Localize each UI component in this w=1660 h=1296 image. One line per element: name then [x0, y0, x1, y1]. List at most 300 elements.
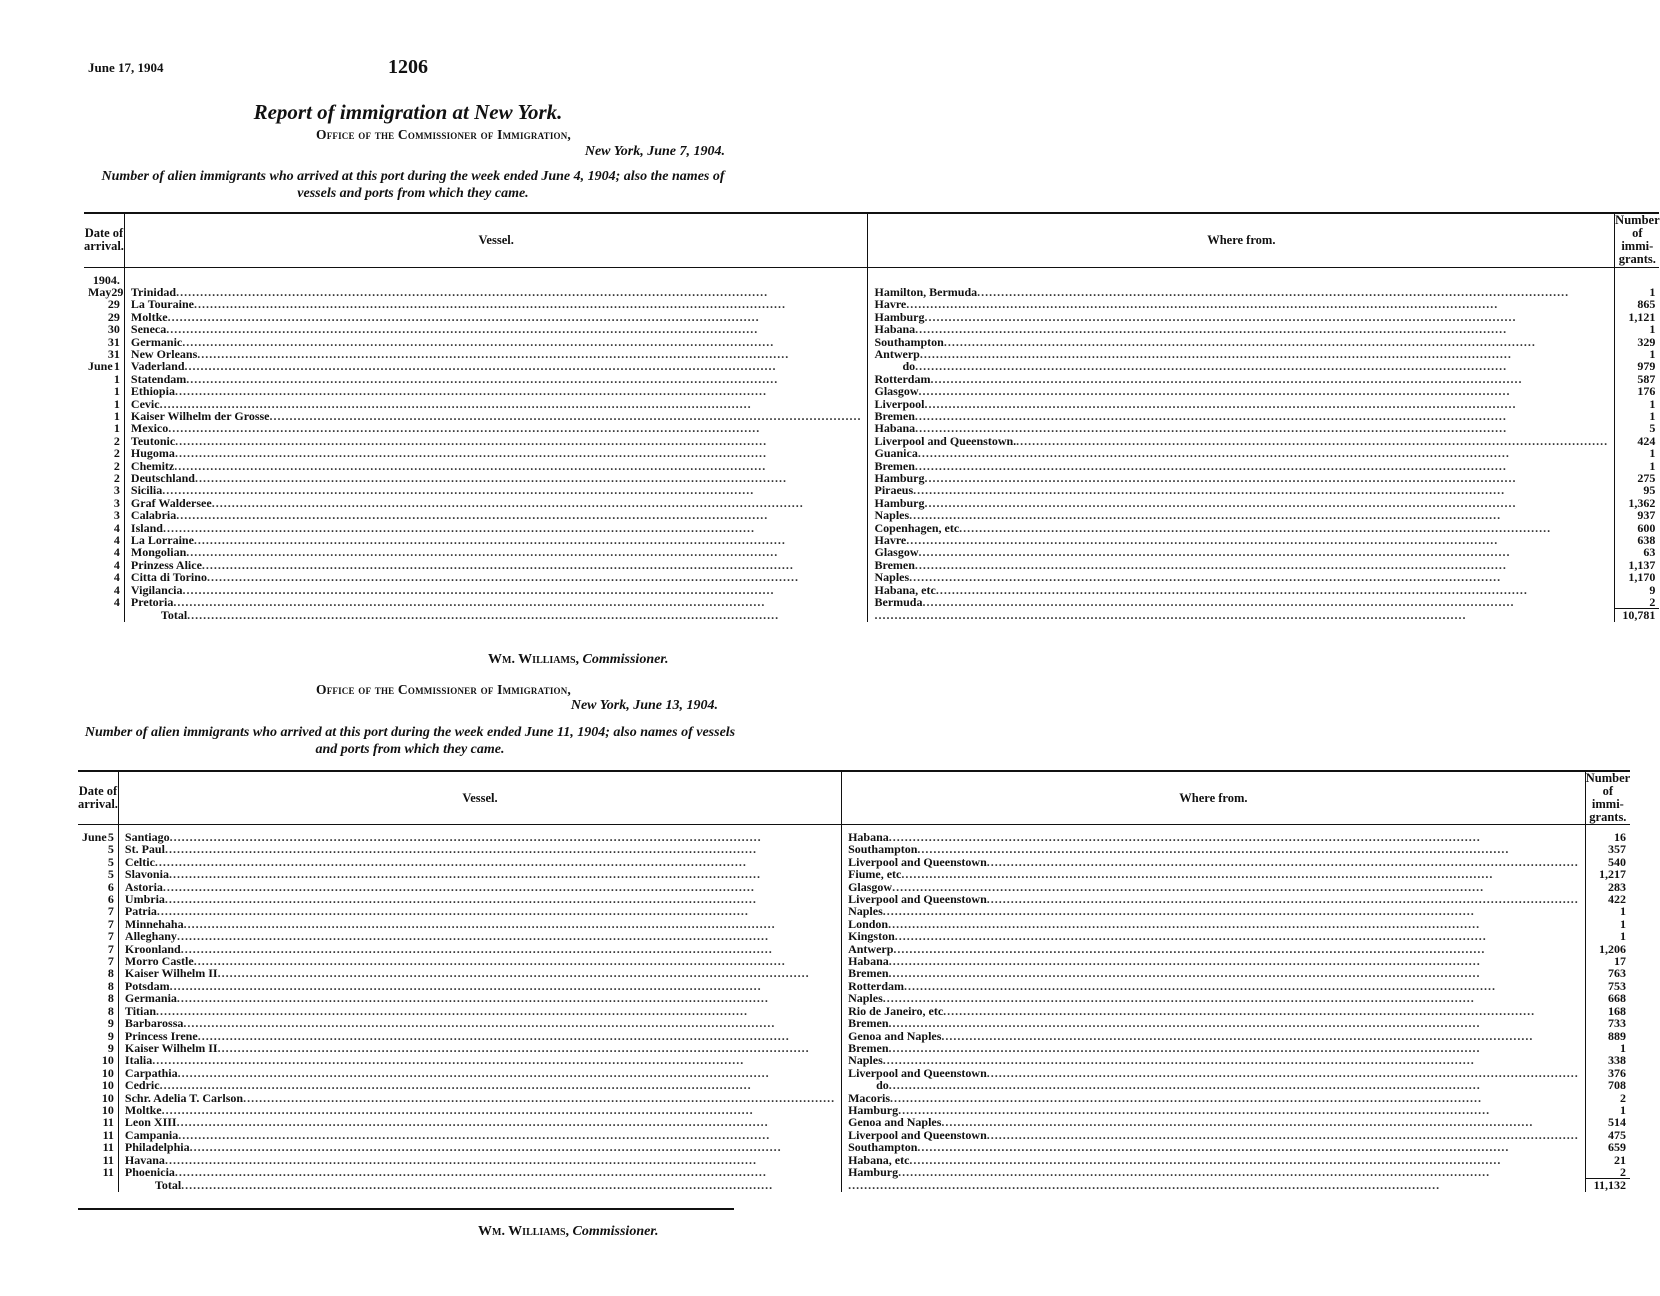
origin-port-cell — [842, 992, 1586, 1004]
dot-leader — [183, 1017, 835, 1029]
col-number-header: Number of immi-grants. — [1615, 213, 1660, 267]
immigrant-count-cell: 1 — [1619, 904, 1626, 919]
origin-port-cell — [842, 843, 1586, 855]
vessel-cell-text: Moltke — [130, 309, 168, 324]
arrival-day: 6 — [107, 879, 114, 894]
dot-leader — [187, 609, 861, 621]
immigrant-count-cell: 979 — [1637, 359, 1656, 374]
origin-port-cell-text: Southampton — [848, 842, 918, 857]
vessel-cell-leader — [119, 1054, 841, 1066]
report2-place-date: New York, June 13, 1904. — [570, 698, 718, 713]
arrival-day: 4 — [113, 520, 120, 535]
dot-leader — [175, 447, 862, 459]
vessel-cell-text: Seneca — [130, 322, 167, 337]
vessel-cell-text: Mexico — [130, 421, 169, 436]
origin-port-cell-leader — [842, 868, 1585, 880]
origin-port-cell-leader — [868, 546, 1614, 558]
origin-port-cell-leader — [842, 1116, 1585, 1128]
arrival-day: 8 — [107, 1003, 114, 1018]
immigrant-count-cell: 5 — [1649, 421, 1656, 436]
vessel-cell-text: Umbria — [124, 892, 165, 907]
immigrant-count-cell: 1 — [1619, 1102, 1626, 1117]
vessel-cell-leader — [119, 1166, 841, 1178]
vessel-cell — [118, 1116, 841, 1128]
total-label-text: Total — [154, 1178, 182, 1193]
arrival-day: 5 — [107, 842, 114, 857]
dot-leader — [889, 967, 1579, 979]
vessel-cell — [124, 596, 868, 609]
arrival-day: 2 — [113, 458, 120, 473]
vessel-cell — [118, 1154, 841, 1166]
table-row — [84, 584, 1659, 596]
immigrant-count-cell: 1 — [1649, 458, 1656, 473]
origin-port-cell — [868, 571, 1615, 583]
origin-port-cell-text: London — [848, 916, 889, 931]
origin-port-cell-text: Naples — [874, 570, 910, 585]
origin-port-cell-text: Havre — [874, 533, 907, 548]
immigrant-count-cell: 1,137 — [1628, 557, 1656, 572]
origin-port-cell — [868, 385, 1615, 397]
arrival-day: 4 — [113, 582, 120, 597]
table-row — [78, 1141, 1630, 1153]
origin-port-cell-text: Naples — [848, 904, 883, 919]
table-row — [78, 843, 1630, 855]
immigrant-count-cell: 338 — [1607, 1053, 1626, 1068]
arrival-month: June — [88, 359, 113, 374]
origin-port-cell-text: Hamburg — [874, 495, 925, 510]
origin-port-cell-text: Guanica — [874, 446, 918, 461]
dot-leader — [194, 298, 862, 310]
origin-port-cell-text: Bremen — [874, 458, 915, 473]
vessel-cell-text: Kaiser Wilhelm II — [124, 966, 218, 981]
table-row — [84, 360, 1659, 372]
vessel-cell-text: Slavonia — [124, 867, 169, 882]
vessel-cell — [124, 571, 868, 583]
origin-port-cell-text: Liverpool and Queenstown — [848, 1065, 987, 1080]
vessel-cell-leader — [119, 1017, 841, 1029]
origin-port-cell-text: Macoris — [848, 1090, 891, 1105]
vessel-cell — [118, 930, 841, 942]
dot-leader — [181, 1179, 835, 1191]
origin-port-cell-text: Bremen — [874, 557, 915, 572]
table-row — [84, 422, 1659, 434]
arrival-day: 3 — [113, 483, 120, 498]
immigrant-count-cell: 275 — [1637, 471, 1656, 485]
origin-port-cell-leader — [842, 967, 1585, 979]
dot-leader — [909, 509, 1608, 521]
immigrant-count-cell: 668 — [1607, 991, 1626, 1006]
vessel-cell-text: New Orleans — [130, 346, 198, 361]
origin-port-cell-text: Havre — [874, 297, 907, 312]
immigrant-count-cell: 1 — [1619, 929, 1626, 944]
vessel-cell — [124, 298, 868, 310]
origin-port-cell — [842, 930, 1586, 942]
arrival-day: 10 — [101, 1078, 114, 1093]
vessel-cell-leader — [119, 868, 841, 880]
origin-port-cell-text: Habana — [874, 322, 916, 337]
immigrant-count-cell: 1 — [1649, 396, 1656, 411]
report1-intro: Number of alien immigrants who arrived at this port during the week ended June 4, 1904; also the names of vessels and ports from which they came. — [101, 169, 725, 201]
dot-leader — [190, 1141, 835, 1153]
origin-port-cell-leader — [868, 385, 1614, 397]
arrival-day: 7 — [107, 916, 114, 931]
dot-leader — [177, 1116, 835, 1128]
empty-cell — [78, 1179, 118, 1192]
dot-leader — [919, 385, 1609, 397]
arrival-day: 11 — [102, 1140, 114, 1155]
arrival-day: 2 — [113, 446, 120, 461]
table-row — [84, 571, 1659, 583]
dot-leader — [919, 546, 1609, 558]
vessel-cell-text: Alleghany — [124, 929, 177, 944]
vessel-cell-leader — [119, 1154, 841, 1166]
origin-port-cell-text: Southampton — [874, 334, 944, 349]
report2-intro: Number of alien immigrants who arrived at this port during the week ended June 11, 1904; also names of vessels and ports from which they came. — [84, 725, 736, 757]
arrival-day: 1 — [113, 396, 120, 411]
table-row — [78, 905, 1630, 917]
vessel-cell-leader — [119, 930, 841, 942]
arrival-day: 4 — [113, 545, 120, 560]
total-label-text: Total — [160, 608, 188, 623]
arrival-date-cell — [78, 1154, 118, 1166]
table-row — [78, 967, 1630, 979]
origin-port-cell-leader — [868, 509, 1614, 521]
dot-leader — [160, 1079, 835, 1091]
vessel-cell-text: Calabria — [130, 508, 177, 523]
origin-port-cell-text: Liverpool and Queenstown — [848, 854, 987, 869]
dot-leader — [909, 1154, 1578, 1166]
vessel-cell-leader — [125, 422, 868, 434]
immigrant-count-cell: 1 — [1619, 1040, 1626, 1055]
origin-port-cell-text: do — [876, 1078, 889, 1093]
arrival-day: 9 — [107, 1028, 114, 1043]
immigrant-count-cell: 2 — [1619, 1164, 1626, 1179]
vessel-cell — [124, 484, 868, 496]
immigrant-count-cell: 659 — [1607, 1140, 1626, 1155]
dot-leader — [936, 584, 1608, 596]
origin-port-cell-text: Hamburg — [848, 1102, 899, 1117]
report1-signature — [488, 652, 669, 668]
vessel-cell — [118, 1017, 841, 1029]
arrival-day: 1 — [113, 421, 120, 436]
immigrant-count-cell: 1 — [1619, 916, 1626, 931]
report2-signature-name: Wm. Williams, — [478, 1224, 570, 1239]
report1-signature-title: Commissioner. — [582, 652, 669, 667]
table-row — [78, 930, 1630, 942]
total-label — [118, 1179, 841, 1192]
total-label — [124, 609, 868, 622]
dot-leader — [169, 868, 835, 880]
vessel-cell — [124, 584, 868, 596]
dot-leader — [889, 1017, 1579, 1029]
vessel-cell-text: Citta di Torino — [130, 570, 207, 585]
vessel-cell — [124, 546, 868, 558]
origin-port-cell-text: Liverpool — [874, 396, 925, 411]
vessel-cell — [124, 422, 868, 434]
origin-port-cell-text: Hamilton, Bermuda — [874, 284, 978, 299]
vessel-cell — [124, 509, 868, 521]
dot-leader — [165, 843, 835, 855]
arrival-day: 30 — [107, 322, 120, 337]
dot-leader — [177, 992, 835, 1004]
report-title: Report of immigration at New York. — [253, 100, 563, 124]
arrival-day: 3 — [113, 508, 120, 523]
table-row — [78, 1154, 1630, 1166]
vessel-cell-leader — [125, 571, 868, 583]
arrival-date-cell — [78, 1166, 118, 1179]
year-label: 1904. — [84, 274, 124, 286]
arrival-day: 1 — [113, 359, 120, 374]
origin-port-cell-leader — [868, 323, 1614, 335]
origin-port-cell-text: Genoa and Naples — [848, 1115, 942, 1130]
total-count: 11,132 — [1585, 1179, 1630, 1192]
immigrant-count-cell: 514 — [1607, 1115, 1626, 1130]
immigrant-count-cell: 540 — [1607, 854, 1626, 869]
arrival-month: May — [88, 284, 112, 299]
dot-leader — [874, 609, 1608, 621]
vessel-cell-text: Germanic — [130, 334, 183, 349]
arrival-month: June — [82, 830, 107, 844]
origin-port-cell-text: Hamburg — [848, 1165, 899, 1180]
immigrant-count-cell: 1 — [1649, 446, 1656, 461]
origin-port-cell-text: Naples — [848, 1053, 883, 1068]
immigrant-count-cell: 329 — [1637, 334, 1656, 349]
origin-port-cell-leader — [842, 930, 1585, 942]
vessel-cell-leader — [119, 1116, 841, 1128]
immigrant-count-cell: 2 — [1619, 1090, 1626, 1105]
immigrant-count-cell: 16 — [1613, 830, 1626, 844]
origin-port-cell — [842, 1116, 1586, 1128]
vessel-cell-text: Kaiser Wilhelm II — [124, 1040, 218, 1055]
origin-port-cell-text: Habana — [848, 954, 889, 969]
arrival-day: 4 — [113, 570, 120, 585]
vessel-cell — [118, 992, 841, 1004]
immigrant-count-cell: 1,170 — [1628, 570, 1656, 585]
vessel-cell-text: Campania — [124, 1127, 179, 1142]
dot-leader — [915, 360, 1608, 372]
immigrant-count-cell: 1 — [1649, 346, 1656, 361]
vessel-cell-text: La Lorraine — [130, 533, 194, 548]
immigrant-count-cell: 600 — [1637, 520, 1656, 535]
arrival-day: 8 — [107, 966, 114, 981]
vessel-cell-text: Havana — [124, 1152, 165, 1167]
immigrant-count-cell: 17 — [1613, 954, 1626, 969]
vessel-cell-leader — [125, 546, 868, 558]
dot-leader — [883, 992, 1579, 1004]
vessel-cell-text: Leon XIII — [124, 1115, 177, 1130]
table-row — [84, 323, 1659, 335]
col-date-header: Date of arrival. — [84, 213, 124, 267]
arrival-day: 11 — [102, 1127, 114, 1142]
report2-office — [316, 682, 571, 698]
col-vessel-header: Vessel. — [118, 771, 841, 825]
table-row — [84, 385, 1659, 397]
report2-signature-title: Commissioner. — [572, 1224, 659, 1239]
arrival-day: 8 — [107, 978, 114, 993]
origin-port-cell-text: Rotterdam — [874, 371, 931, 386]
vessel-cell-leader — [125, 484, 868, 496]
vessel-cell — [118, 1054, 841, 1066]
arrival-day: 1 — [113, 384, 120, 399]
immigrant-count-cell: 9 — [1649, 582, 1656, 597]
arrival-day: 9 — [107, 1016, 114, 1031]
arrival-date-cell — [84, 584, 124, 596]
origin-port-cell-text: Genoa and Naples — [848, 1028, 942, 1043]
table-row — [84, 546, 1659, 558]
vessel-cell-text: Morro Castle — [124, 954, 194, 969]
vessel-cell-text: Astoria — [124, 879, 163, 894]
table-row — [78, 992, 1630, 1004]
dot-leader — [848, 1179, 1579, 1191]
dot-leader — [883, 1054, 1579, 1066]
origin-port-cell — [842, 1154, 1586, 1166]
origin-port-cell-text: Kingston — [848, 929, 895, 944]
origin-port-cell — [868, 584, 1615, 596]
origin-port-cell — [842, 1166, 1586, 1179]
origin-port-cell-text: Hamburg — [874, 471, 925, 485]
immigrant-count-cell: 2 — [1649, 595, 1656, 610]
arrival-day: 10 — [101, 1090, 114, 1105]
vessel-cell — [124, 385, 868, 397]
vessel-cell-text: Teutonic — [130, 433, 176, 448]
origin-port-cell — [868, 422, 1615, 434]
col-date-header: Date of arrival. — [78, 771, 118, 825]
immigrant-count-cell: 1 — [1649, 284, 1656, 299]
dot-leader — [915, 323, 1608, 335]
origin-port-cell-text: Bermuda — [874, 595, 923, 610]
dot-leader — [165, 1154, 835, 1166]
immigrant-count-cell: 424 — [1637, 433, 1656, 448]
origin-port-cell-text: Fiume, etc — [848, 867, 902, 882]
origin-port-cell — [868, 546, 1615, 558]
arrival-day: 6 — [107, 892, 114, 907]
arrival-day: 11 — [102, 1165, 114, 1180]
vessel-cell-text: Prinzess Alice — [130, 557, 202, 572]
immigrant-count-cell: 587 — [1637, 371, 1656, 386]
origin-port-cell — [842, 868, 1586, 880]
origin-port-cell — [842, 1017, 1586, 1029]
dot-leader — [918, 447, 1608, 459]
origin-port-cell — [842, 967, 1586, 979]
origin-port-cell-leader — [842, 1017, 1585, 1029]
vessel-cell-leader — [125, 298, 868, 310]
origin-port-cell-leader — [868, 422, 1614, 434]
origin-port-cell-leader — [868, 484, 1614, 496]
immigrant-count-cell: 63 — [1643, 545, 1656, 560]
arrival-day: 4 — [113, 557, 120, 572]
arrival-day: 31 — [107, 334, 120, 349]
dot-leader — [909, 571, 1608, 583]
dot-leader — [175, 385, 862, 397]
arrival-day: 5 — [107, 867, 114, 882]
vessel-cell — [124, 360, 868, 372]
origin-port-cell-text: Glasgow — [848, 879, 893, 894]
total-from-cell — [842, 1179, 1586, 1192]
arrival-day: 4 — [113, 595, 120, 610]
arrival-day: 8 — [107, 991, 114, 1006]
arrival-day: 31 — [107, 346, 120, 361]
vessel-cell — [124, 447, 868, 459]
origin-port-cell-text: Rio de Janeiro, etc — [848, 1003, 944, 1018]
arrival-day: 5 — [107, 854, 114, 869]
vessel-cell — [118, 1141, 841, 1153]
vessel-cell-leader — [119, 905, 841, 917]
report2-bottom-rule — [78, 1208, 734, 1210]
arrival-day: 11 — [102, 1115, 114, 1130]
immigrant-count-cell: 1 — [1649, 322, 1656, 337]
dot-leader — [913, 484, 1608, 496]
immigrant-count-cell: 475 — [1607, 1127, 1626, 1142]
table-row — [78, 1116, 1630, 1128]
vessel-cell-leader — [125, 360, 868, 372]
dot-leader — [901, 868, 1578, 880]
immigrant-count-cell: 733 — [1607, 1016, 1626, 1031]
origin-port-cell-text: Piraeus — [874, 483, 914, 498]
vessel-cell-leader — [119, 1079, 841, 1091]
origin-port-cell-text: Glasgow — [874, 384, 919, 399]
vessel-cell-leader — [119, 967, 841, 979]
immigrant-count-cell: 176 — [1637, 384, 1656, 399]
vessel-cell-text: Pretoria — [130, 595, 174, 610]
origin-port-cell — [868, 509, 1615, 521]
col-from-header: Where from. — [868, 213, 1615, 267]
origin-port-cell — [868, 447, 1615, 459]
vessel-cell-leader — [125, 509, 868, 521]
table-row — [84, 447, 1659, 459]
immigrant-count-cell: 753 — [1607, 978, 1626, 993]
dot-leader — [922, 596, 1608, 608]
origin-port-cell — [868, 596, 1615, 609]
vessel-cell-text: Sicilia — [130, 483, 163, 498]
origin-port-cell-text: Rotterdam — [848, 978, 905, 993]
vessel-cell-leader — [119, 1141, 841, 1153]
arrival-day: 5 — [107, 830, 114, 844]
table-row — [78, 1017, 1630, 1029]
vessel-cell-text: Graf Waldersee — [130, 495, 212, 510]
origin-port-cell-text: Habana — [874, 421, 916, 436]
arrival-day: 10 — [101, 1053, 114, 1068]
vessel-cell-text: Cedric — [124, 1078, 160, 1093]
arrival-day: 1 — [113, 371, 120, 386]
origin-port-cell-text: Habana, etc — [848, 1152, 910, 1167]
immigrant-count-cell: 889 — [1607, 1028, 1626, 1043]
immigrant-count-cell: 1,121 — [1628, 309, 1656, 324]
origin-port-cell-leader — [842, 1141, 1585, 1153]
table-row — [78, 1166, 1630, 1179]
origin-port-cell-leader — [868, 584, 1614, 596]
table-row — [78, 1079, 1630, 1091]
dot-leader — [157, 905, 835, 917]
report1-office — [316, 127, 571, 143]
report1-office-text: Office of the Commissioner of Immigration, — [316, 127, 571, 142]
immigrant-count-cell: 763 — [1607, 966, 1626, 981]
dot-leader — [176, 509, 861, 521]
immigrant-count-cell: 1 — [1649, 408, 1656, 423]
origin-port-cell-text: Bremen — [848, 1040, 889, 1055]
immigrant-count-cell: 708 — [1607, 1078, 1626, 1093]
origin-port-cell-text: Liverpool and Queenstown — [848, 892, 987, 907]
origin-port-cell-text: Habana — [848, 830, 889, 844]
dot-leader — [152, 1054, 835, 1066]
report1-table — [84, 212, 1659, 622]
origin-port-cell-text: Bremen — [848, 966, 889, 981]
vessel-cell-text: La Touraine — [130, 297, 194, 312]
immigrant-count-cell: 1,206 — [1598, 941, 1626, 956]
vessel-cell-text: Celtic — [124, 854, 155, 869]
col-number-header: Number of immi-grants. — [1585, 771, 1631, 824]
origin-port-cell — [868, 360, 1615, 372]
vessel-cell-text: Carpathia — [124, 1065, 178, 1080]
